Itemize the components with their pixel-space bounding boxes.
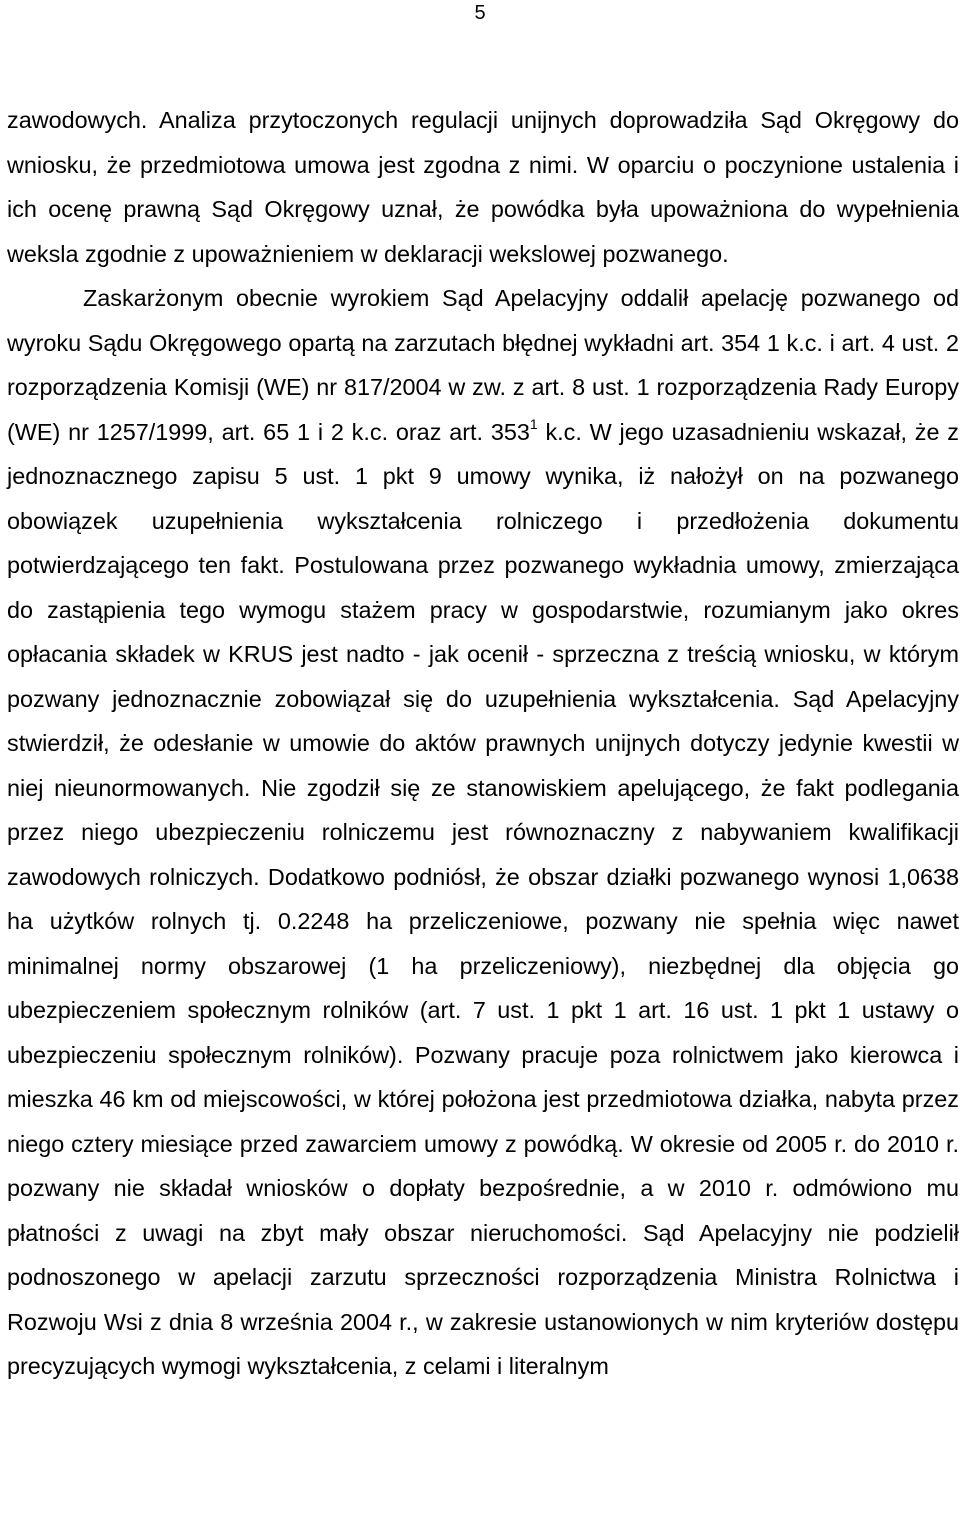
paragraph-1: zawodowych. Analiza przytoczonych regulacji unijnych doprowadziła Sąd Okręgowy do wniosku, że przedmiotowa umowa jest zgodna z nimi. W oparciu o poczynione ustalenia i ich ocenę prawną Sąd Okręgowy uznał, że powódka była upoważniona do wypełnienia weksla zgodnie z upoważnieniem w deklaracji wekslowej pozwanego. bbox=[7, 107, 959, 267]
paragraph-2-text-end: k.c. W jego uzasadnieniu wskazał, że z jednoznacznego zapisu 5 ust. 1 pkt 9 umowy wynika, iż nałożył on na pozwanego obowiązek uzupełnienia wykształcenia rolniczego i przedłożenia dokumentu potwierdzającego ten fakt. Postulowana przez pozwanego wykładnia umowy, zmierzająca do zastąpienia tego wymogu stażem pracy w gospodarstwie, rozumianym jako okres opłacania składek w KRUS jest nadto - jak ocenił - sprzeczna z treścią wniosku, w którym pozwany jednoznacznie zobowiązał się do uzupełnienia wykształcenia. Sąd Apelacyjny stwierdził, że odesłanie w umowie do aktów prawnych unijnych dotyczy jedynie kwestii w niej nieunormowanych. Nie zgodził się ze stanowiskiem apelującego, że fakt podlegania przez niego ubezpieczeniu rolniczemu jest równoznaczny z nabywaniem kwalifikacji zawodowych rolniczych. Dodatkowo podniósł, że obszar działki pozwanego wynosi 1,0638 ha użytków rolnych tj. 0.2248 ha przeliczeniowe, pozwany nie spełnia więc nawet minimalnej normy obszarowej (1 ha przeliczeniowy), niezbędnej dla objęcia go ubezpieczeniem społecznym rolników (art. 7 ust. 1 pkt 1 art. 16 ust. 1 pkt 1 ustawy o ubezpieczeniu społecznym rolników). Pozwany pracuje poza rolnictwem jako kierowca i mieszka 46 km od miejscowości, w której położona jest przedmiotowa działka, nabyta przez niego cztery miesiące przed zawarciem umowy z powódką. W okresie od 2005 r. do 2010 r. pozwany nie składał wniosków o dopłaty bezpośrednie, a w 2010 r. odmówiono mu płatności z uwagi na zbyt mały obszar nieruchomości. Sąd Apelacyjny nie podzielił podnoszonego w apelacji zarzutu sprzeczności rozporządzenia Ministra Rolnictwa i Rozwoju Wsi z dnia 8 września 2004 r., w zakresie ustanowionych w nim kryteriów dostępu precyzujących wymogi wykształcenia, z celami i literalnym bbox=[7, 418, 959, 1379]
page-number: 5 bbox=[474, 2, 486, 24]
superscript-1: 1 bbox=[529, 415, 538, 432]
paragraph-2 bbox=[7, 276, 959, 1389]
paragraph-2-text-start: Zaskarżonym obecnie wyrokiem Sąd Apelacyjny oddalił apelację pozwanego od wyroku Sądu Okręgowego opartą na zarzutach błędnej wykładni art. 354 1 k.c. i art. 4 ust. 2 rozporządzenia Komisji (WE) nr 817/2004 w zw. z art. 8 ust. 1 rozporządzenia Rady Europy (WE) nr 1257/1999, art. 65 1 i 2 k.c. oraz art. 353 bbox=[7, 285, 959, 445]
document-body bbox=[7, 98, 959, 1389]
